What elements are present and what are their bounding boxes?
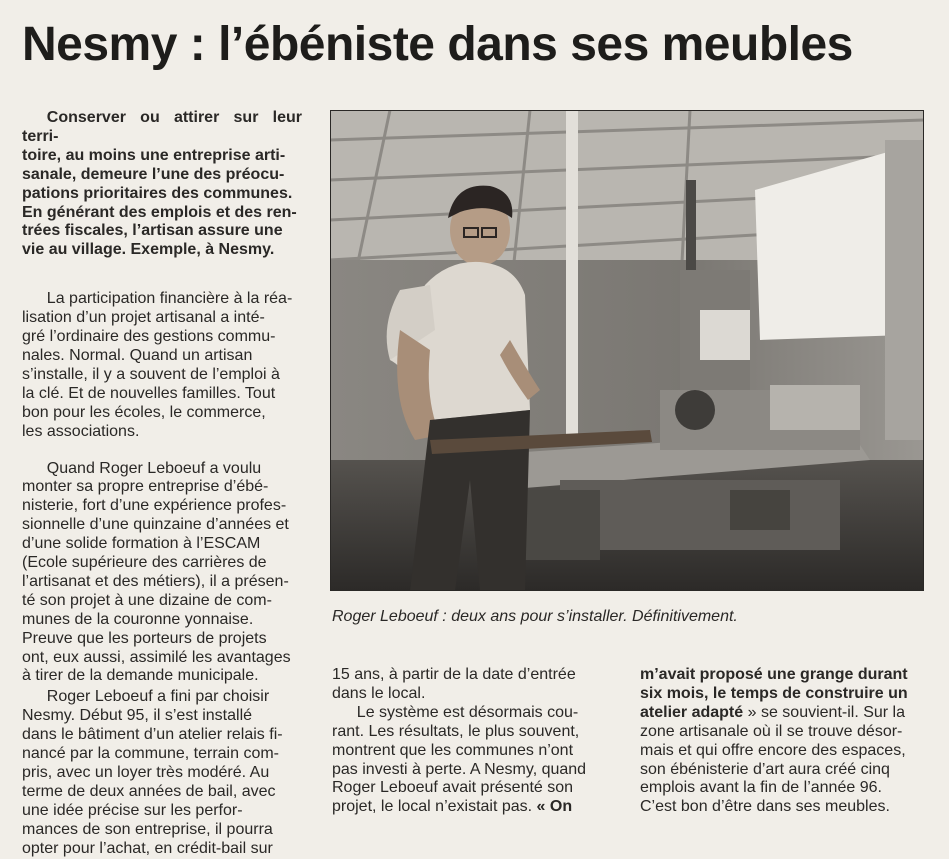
quote-end: atelier adapté <box>640 703 744 721</box>
text-line: l’artisanat et des métiers), il a présen- <box>22 572 289 590</box>
column-3 <box>640 666 922 817</box>
text-line: Roger Leboeuf a fini par choisir <box>46 688 270 706</box>
text-line: s’installe, il y a souvent de l’emploi à <box>22 365 280 383</box>
text-line: emplois avant la fin de l’année 96. <box>640 779 882 797</box>
text-line: té son projet à une dizaine de com- <box>22 591 272 609</box>
spacer <box>22 442 302 460</box>
text-line: (Ecole supérieure des carrières de <box>22 554 267 572</box>
text-line: bon pour les écoles, le commerce, <box>22 403 266 421</box>
lead-line: sanale, demeure l’une des préocu- <box>22 165 285 183</box>
text-line: opter pour l’achat, en crédit-bail sur <box>22 839 273 857</box>
text-line: dans le bâtiment d’un atelier relais fi- <box>22 726 283 744</box>
text-line <box>640 704 922 723</box>
text-line: d’une solide formation à l’ESCAM <box>22 535 261 553</box>
text-line: 15 ans, à partir de la date d’entrée <box>332 666 576 683</box>
column-2 <box>332 666 617 817</box>
text-line: C’est bon d’être dans ses meubles. <box>640 798 890 816</box>
text-line: mances de son entreprise, il pourra <box>22 820 273 838</box>
text-line <box>332 798 617 817</box>
text-line: mais et qui offre encore des espaces, <box>640 741 906 759</box>
text-line: La participation financière à la réa- <box>46 290 293 308</box>
lead-line: trées fiscales, l’artisan assure une <box>22 222 283 240</box>
column-1 <box>22 109 302 859</box>
text-line: nancé par la commune, terrain com- <box>22 745 279 763</box>
text-line: ont, eux aussi, assimilé les avantages <box>22 648 291 666</box>
photo-illustration <box>330 110 924 591</box>
lead-line: Conserver ou attirer sur leur terri- <box>22 109 302 145</box>
headline: Nesmy : l’ébéniste dans ses meubles <box>22 18 853 71</box>
text-line: terme de deux années de bail, avec <box>22 782 276 800</box>
quote-line: six mois, le temps de construire un <box>640 684 908 702</box>
text-line: la clé. Et de nouvelles familles. Tout <box>22 384 276 402</box>
text-line: Quand Roger Leboeuf a voulu <box>46 459 262 477</box>
text-line: dans le local. <box>332 684 426 702</box>
lead-line: toire, au moins une entreprise arti- <box>22 146 286 164</box>
text-line: gré l’ordinaire des gestions commu- <box>22 328 276 346</box>
paragraph-2 <box>22 460 302 687</box>
lead-line: vie au village. Exemple, à Nesmy. <box>22 241 275 259</box>
paragraph-1 <box>22 290 302 441</box>
photo-caption: Roger Leboeuf : deux ans pour s’installer. Définitivement. <box>332 608 738 625</box>
quote-line: m’avait proposé une grange durant <box>640 666 908 683</box>
text-run: » se souvient-il. Sur la <box>743 703 906 721</box>
text-line: Roger Leboeuf avait présenté son <box>332 779 574 797</box>
text-line: Preuve que les porteurs de projets <box>22 629 267 647</box>
text-run: projet, le local n’existait pas. <box>332 798 537 816</box>
text-line: sionnelle d’une quinzaine d’années et <box>22 516 289 534</box>
spacer <box>22 260 302 290</box>
workshop-photo <box>330 110 924 591</box>
text-line: zone artisanale où il se trouve désor- <box>640 722 903 740</box>
text-line: son ébénisterie d’art aura créé cinq <box>640 760 890 778</box>
paragraph-3 <box>22 688 302 858</box>
text-line: pris, avec un loyer très modéré. Au <box>22 764 270 781</box>
text-line: à tirer de la demande municipale. <box>22 667 259 685</box>
quote-start: « On <box>536 798 573 816</box>
text-line: lisation d’un projet artisanal a inté- <box>22 309 265 327</box>
lead-line: En générant des emplois et des ren- <box>22 203 297 221</box>
lead-paragraph <box>22 109 302 260</box>
text-line: nales. Normal. Quand un artisan <box>22 346 253 364</box>
text-line: les associations. <box>22 422 140 440</box>
text-line: monter sa propre entreprise d’ébé- <box>22 478 269 496</box>
text-line: Nesmy. Début 95, il s’est installé <box>22 707 253 725</box>
text-line: montrent que les communes n’ont <box>332 741 574 759</box>
text-line: une idée précise sur les perfor- <box>22 801 243 819</box>
lead-line: pations prioritaires des communes. <box>22 184 293 202</box>
text-line: munes de la couronne yonnaise. <box>22 610 254 628</box>
text-line: pas investi à perte. A Nesmy, quand <box>332 760 587 778</box>
text-line: nisterie, fort d’une expérience profes- <box>22 497 287 515</box>
text-line: rant. Les résultats, le plus souvent, <box>332 722 580 740</box>
text-line: Le système est désormais cou- <box>356 703 579 721</box>
